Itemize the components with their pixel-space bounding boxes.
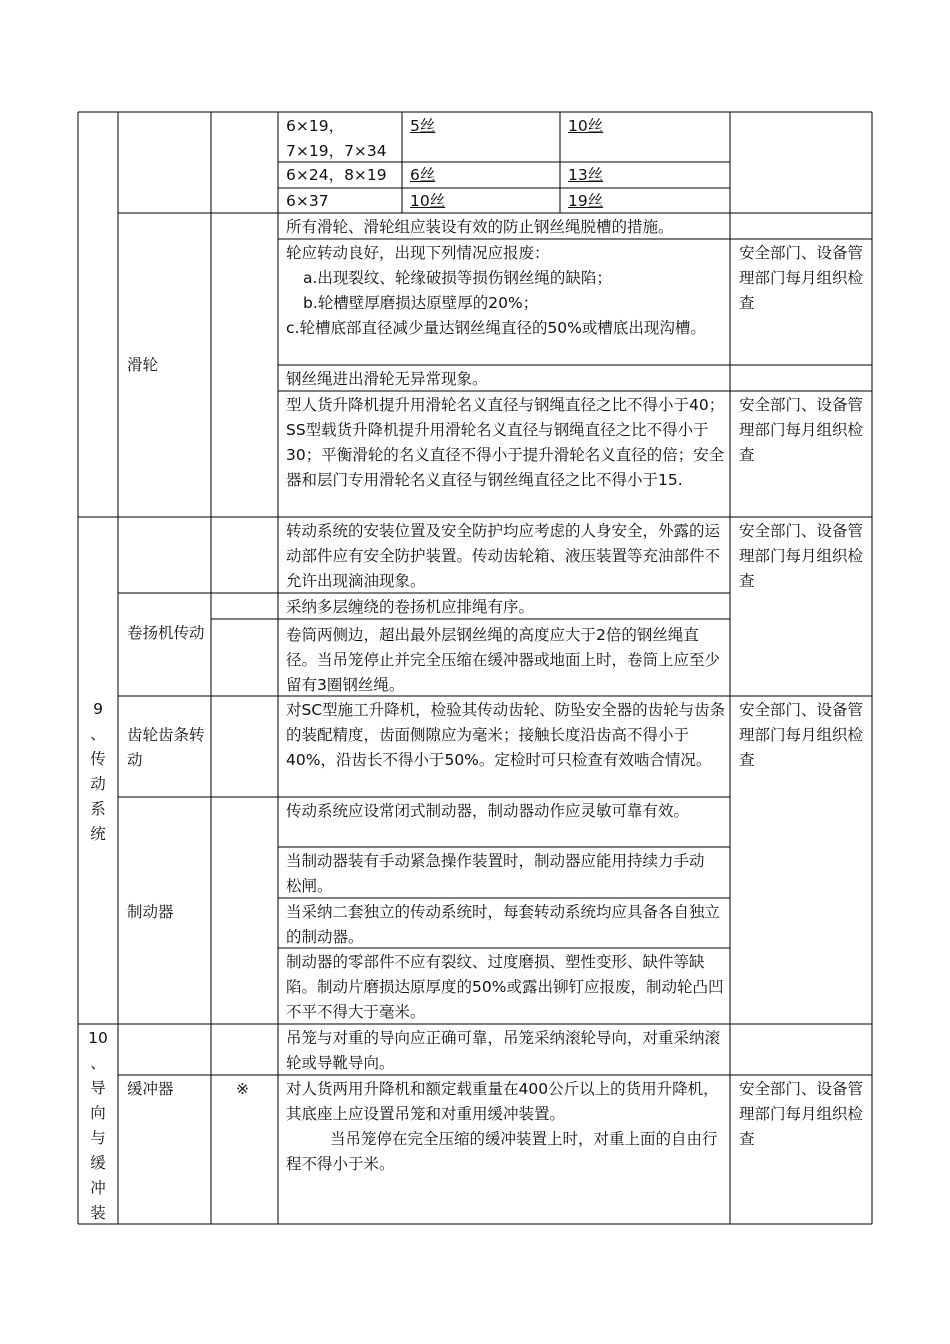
rope-value-a-2: 6丝 — [410, 166, 436, 184]
rope-value-b-2: 13丝 — [568, 166, 604, 184]
brake-req-2: 当制动器装有手动紧急操作装置时，制动器应能用持续力手动松闸。 — [286, 852, 705, 895]
pulley-req-2-line3: b.轮槽壁厚磨损达原壁厚的20%； — [303, 294, 539, 312]
guide-req: 吊笼与对重的导向应正确可靠，吊笼采纳滚轮导向，对重采纳滚轮或导靴导向。 — [286, 1029, 721, 1072]
pulley-responsible-2: 安全部门、设备管理部门每月组织检查 — [739, 396, 864, 464]
pulley-req-4: 型人货升降机提升用滑轮名义直径与钢绳直径之比不得小于40；SS型载货升降机提升用滑轮名义直径与钢绳直径之比不得小于30；平衡滑轮的名义直径不得小于提升滑轮名义直径的倍；安全器和层门专用滑轮名义直径与钢丝绳直径之比不得小于15. — [286, 396, 725, 489]
rope-value-b-1: 10丝 — [568, 117, 604, 135]
rope-value-a-1: 5丝 — [410, 117, 436, 135]
key-item-mark: ※ — [236, 1080, 249, 1098]
pulley-req-3: 钢丝绳进出滑轮无异常现象。 — [286, 370, 488, 388]
rope-type-3: 6×37 — [286, 192, 329, 210]
buffer-req-2: 当吊笼停在完全压缩的缓冲装置上时，对重上面的自由行程不得小于米。 — [286, 1130, 718, 1173]
gear-responsible: 安全部门、设备管理部门每月组织检查 — [739, 701, 864, 769]
pulley-responsible-1: 安全部门、设备管理部门每月组织检查 — [739, 244, 864, 312]
brake-req-4: 制动器的零部件不应有裂纹、过度磨损、塑性变形、缺件等缺陷。制动片磨损达原厚度的50%或露出铆钉应报废，制动轮凸凹不平不得大于毫米。 — [286, 953, 724, 1021]
brake-label: 制动器 — [127, 903, 174, 921]
rope-type-2: 6×24，8×19 — [286, 166, 387, 184]
brake-req-1: 传动系统应设常闭式制动器，制动器动作应灵敏可靠有效。 — [286, 802, 690, 820]
winch-req-1: 采纳多层缠绕的卷扬机应排绳有序。 — [286, 598, 535, 616]
pulley-req-1: 所有滑轮、滑轮组应装设有效的防止钢丝绳脱槽的措施。 — [286, 218, 674, 236]
transmission-responsible: 安全部门、设备管理部门每月组织检查 — [739, 522, 864, 590]
section-9-label: 9 、 传 动 系 统 — [90, 700, 106, 843]
gear-req: 对SC型施工升降机，检验其传动齿轮、防坠安全器的齿轮与齿条的装配精度，齿面侧隙应为毫米；接触长度沿齿高不得小于40%，沿齿长不得小于50%。定检时可只检查有效啮合情况。 — [286, 701, 726, 769]
brake-req-3: 当采纳二套独立的传动系统时，每套转动系统均应具备各自独立的制动器。 — [286, 903, 721, 946]
section-10-label: 10 、 导 向 与 缓 冲 装 — [88, 1029, 108, 1222]
winch-req-2: 卷筒两侧边，超出最外层钢丝绳的高度应大于2倍的钢丝绳直径。当吊笼停止并完全压缩在缓冲器或地面上时，卷筒上应至少留有3圈钢丝绳。 — [286, 626, 721, 694]
rope-value-b-3: 19丝 — [568, 192, 604, 210]
rope-type-1: 6×19，7×19，7×34 — [286, 117, 387, 160]
buffer-req-1: 对人货两用升降机和额定载重量在400公斤以上的货用升降机，其底座上应设置吊笼和对重用缓冲装置。 — [286, 1080, 719, 1123]
winch-label: 卷扬机传动 — [127, 624, 205, 642]
pulley-req-2-line2: a.出现裂纹、轮缘破损等损伤钢丝绳的缺陷； — [303, 269, 612, 287]
pulley-req-2-line1: 轮应转动良好，出现下列情况应报废： — [286, 244, 550, 262]
buffer-responsible: 安全部门、设备管理部门每月组织检查 — [739, 1080, 864, 1148]
pulley-label: 滑轮 — [127, 356, 159, 374]
gear-label: 齿轮齿条转动 — [127, 726, 205, 769]
buffer-label: 缓冲器 — [127, 1080, 174, 1098]
transmission-general-req: 转动系统的安装位置及安全防护均应考虑的人身安全，外露的运动部件应有安全防护装置。传动齿轮箱、液压装置等充油部件不允许出现滴油现象。 — [286, 522, 721, 590]
pulley-req-2-line4: c.轮槽底部直径减少量达钢丝绳直径的50%或槽底出现沟槽。 — [286, 319, 706, 337]
rope-value-a-3: 10丝 — [410, 192, 446, 210]
